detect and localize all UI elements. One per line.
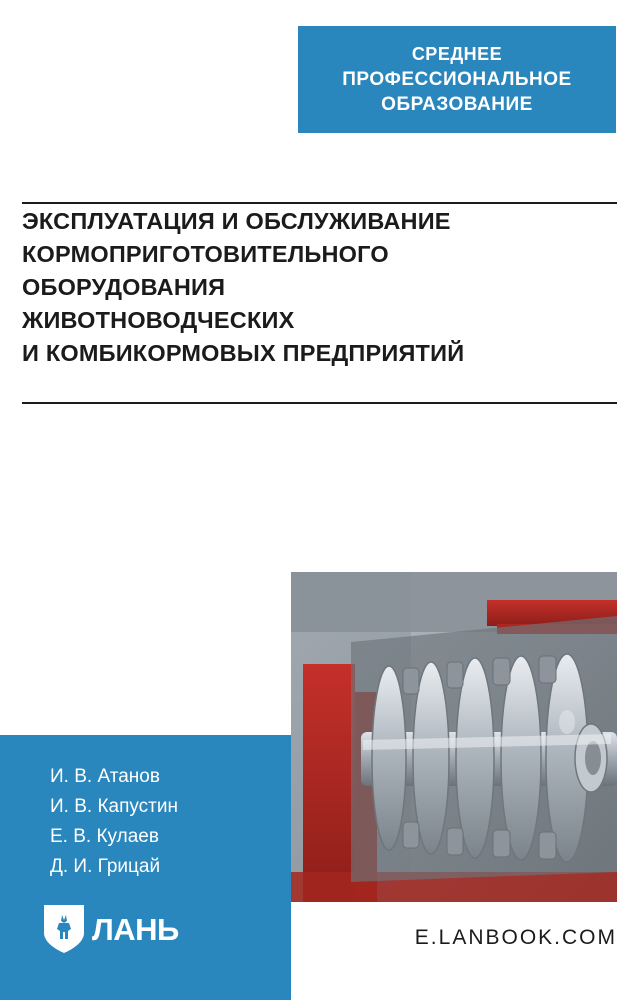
publisher-website[interactable]: E.LANBOOK.COM bbox=[414, 926, 617, 949]
series-banner-line-3: ОБРАЗОВАНИЕ bbox=[381, 94, 533, 115]
author-name: Е. В. Кулаев bbox=[50, 826, 159, 847]
book-title-line-2: КОРМОПРИГОТОВИТЕЛЬНОГО bbox=[22, 241, 389, 267]
series-banner-line-2: ПРОФЕССИОНАЛЬНОЕ bbox=[342, 69, 572, 90]
title-divider-top bbox=[22, 202, 617, 204]
book-title-line-3: ОБОРУДОВАНИЯ bbox=[22, 274, 226, 300]
series-banner bbox=[298, 26, 616, 133]
book-title-line-4: ЖИВОТНОВОДЧЕСКИХ bbox=[22, 307, 295, 333]
book-title bbox=[22, 205, 617, 390]
publisher-name: ЛАНЬ bbox=[92, 911, 179, 947]
book-title-line-1: ЭКСПЛУАТАЦИЯ И ОБСЛУЖИВАНИЕ bbox=[22, 208, 451, 234]
author-name: И. В. Капустин bbox=[50, 796, 178, 817]
cover-photo-illustration bbox=[291, 572, 617, 902]
author-list bbox=[50, 762, 290, 882]
book-title-line-5: И КОМБИКОРМОВЫХ ПРЕДПРИЯТИЙ bbox=[22, 340, 465, 366]
series-banner-line-1: СРЕДНЕЕ bbox=[411, 44, 503, 64]
cover-photo bbox=[291, 572, 617, 902]
author-name: Д. И. Грицай bbox=[50, 856, 161, 877]
publisher-logo bbox=[42, 900, 182, 958]
author-name: И. В. Атанов bbox=[50, 766, 160, 787]
title-divider-bottom bbox=[22, 402, 617, 404]
shield-deer-icon bbox=[42, 903, 86, 955]
